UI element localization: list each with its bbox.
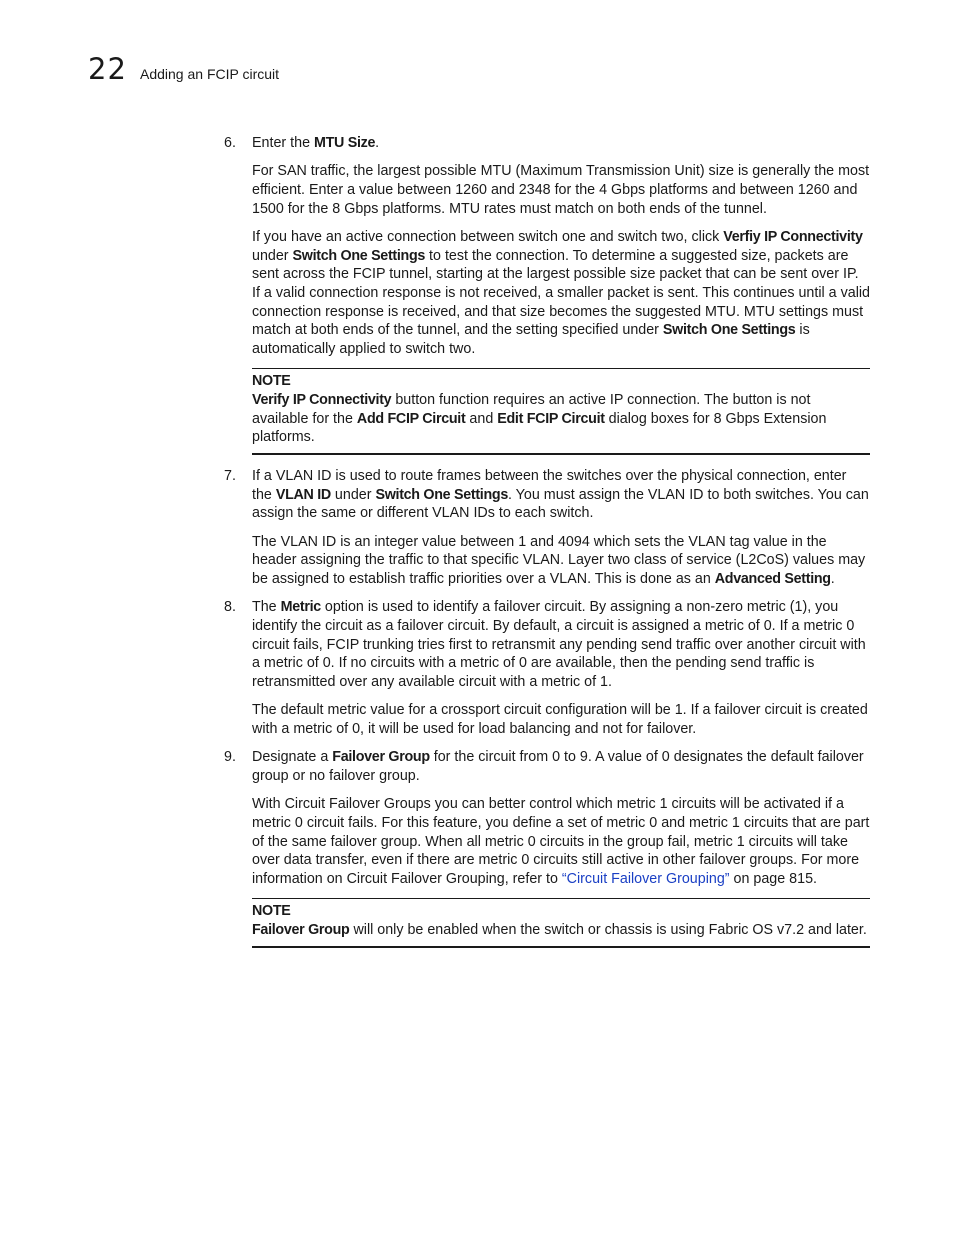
note-label: NOTE [252,373,291,390]
chapter-title: Adding an FCIP circuit [140,66,280,82]
note-box [252,898,870,947]
chapter-number: 22 [88,52,127,86]
step-6 [224,134,870,455]
note-text: Verify IP Connectivity button function requires an active IP connection. The button is not available for the Add FCIP Circuit and Edit FCIP Circuit dialog boxes for 8 Gbps Extension platforms. [252,391,827,446]
page-content [224,134,870,960]
paragraph: For SAN traffic, the largest possible MTU (Maximum Transmission Unit) size is generally the most efficient. Enter a value between 1260 and 2348 for the 4 Gbps platforms and between 1260 and 1500 for the 8 Gbps platforms. MTU rates must match on both ends of the tunnel. [252,163,870,217]
step-number: 6. [224,135,236,151]
step-instruction: The Metric option is used to identify a failover circuit. By assigning a non-zero metric (1), you identify the circuit as a failover circuit. By default, a circuit is assigned a metric of 0. If a metric 0 circuit fails, FCIP trunking tries first to retransmit any pending send traffic over another circuit with a metric of 0. If no circuits with a metric of 0 are available, then the pending send traffic is retransmitted over any available circuit with a metric of 1. [252,599,866,691]
step-number: 8. [224,599,236,616]
note-box [252,368,870,455]
step-number: 9. [224,749,236,766]
step-instruction: If a VLAN ID is used to route frames between the switches over the physical connection, enter the VLAN ID under Switch One Settings. You must assign the VLAN ID to both switches. You can assign the same or different VLAN IDs to each switch. [252,468,869,522]
step-number: 7. [224,468,236,485]
paragraph: If you have an active connection between switch one and switch two, click Verfiy IP Connectivity under Switch One Settings to test the connection. To determine a suggested size, packets are sent across the FCIP tunnel, starting at the largest possible size packet that can be sent over IP. If a valid connection response is not received, a smaller packet is sent. This continues until a valid connection response is received, and that size becomes the suggested MTU. MTU settings must match at both ends of the tunnel, and the setting specified under Switch One Settings is automatically applied to switch two. [252,228,871,358]
step-8 [224,598,870,738]
step-7 [224,467,870,589]
step-instruction: Designate a Failover Group for the circuit from 0 to 9. A value of 0 designates the default failover group or no failover group. [252,749,864,784]
paragraph: The default metric value for a crossport circuit configuration will be 1. If a failover circuit is created with a metric of 0, it will be used for load balancing and not for failover. [252,702,868,737]
paragraph: With Circuit Failover Groups you can better control which metric 1 circuits will be activated if a metric 0 circuit fails. For this feature, you define a set of metric 0 and metric 1 circuits that are part of the same failover group. When all metric 0 circuits in the group fail, metric 1 circuits will take over data transfer, even if there are metric 0 circuits still active in other failover groups. For more information on Circuit Failover Grouping, refer to “Circuit Failover Grouping” on page 815. [252,796,870,887]
paragraph: The VLAN ID is an integer value between 1 and 4094 which sets the VLAN tag value in the header assigning the traffic to that specific VLAN. Layer two class of service (L2CoS) values may be assigned to establish traffic priorities over a VLAN. This is done as an Advanced Setting. [252,533,866,588]
note-text: Failover Group will only be enabled when the switch or chassis is using Fabric OS v7.2 and later. [252,921,867,938]
cross-reference-link[interactable]: “Circuit Failover Grouping” [561,870,730,887]
step-instruction: Enter the MTU Size. [252,135,380,151]
step-9 [224,748,870,947]
note-label: NOTE [252,903,291,920]
